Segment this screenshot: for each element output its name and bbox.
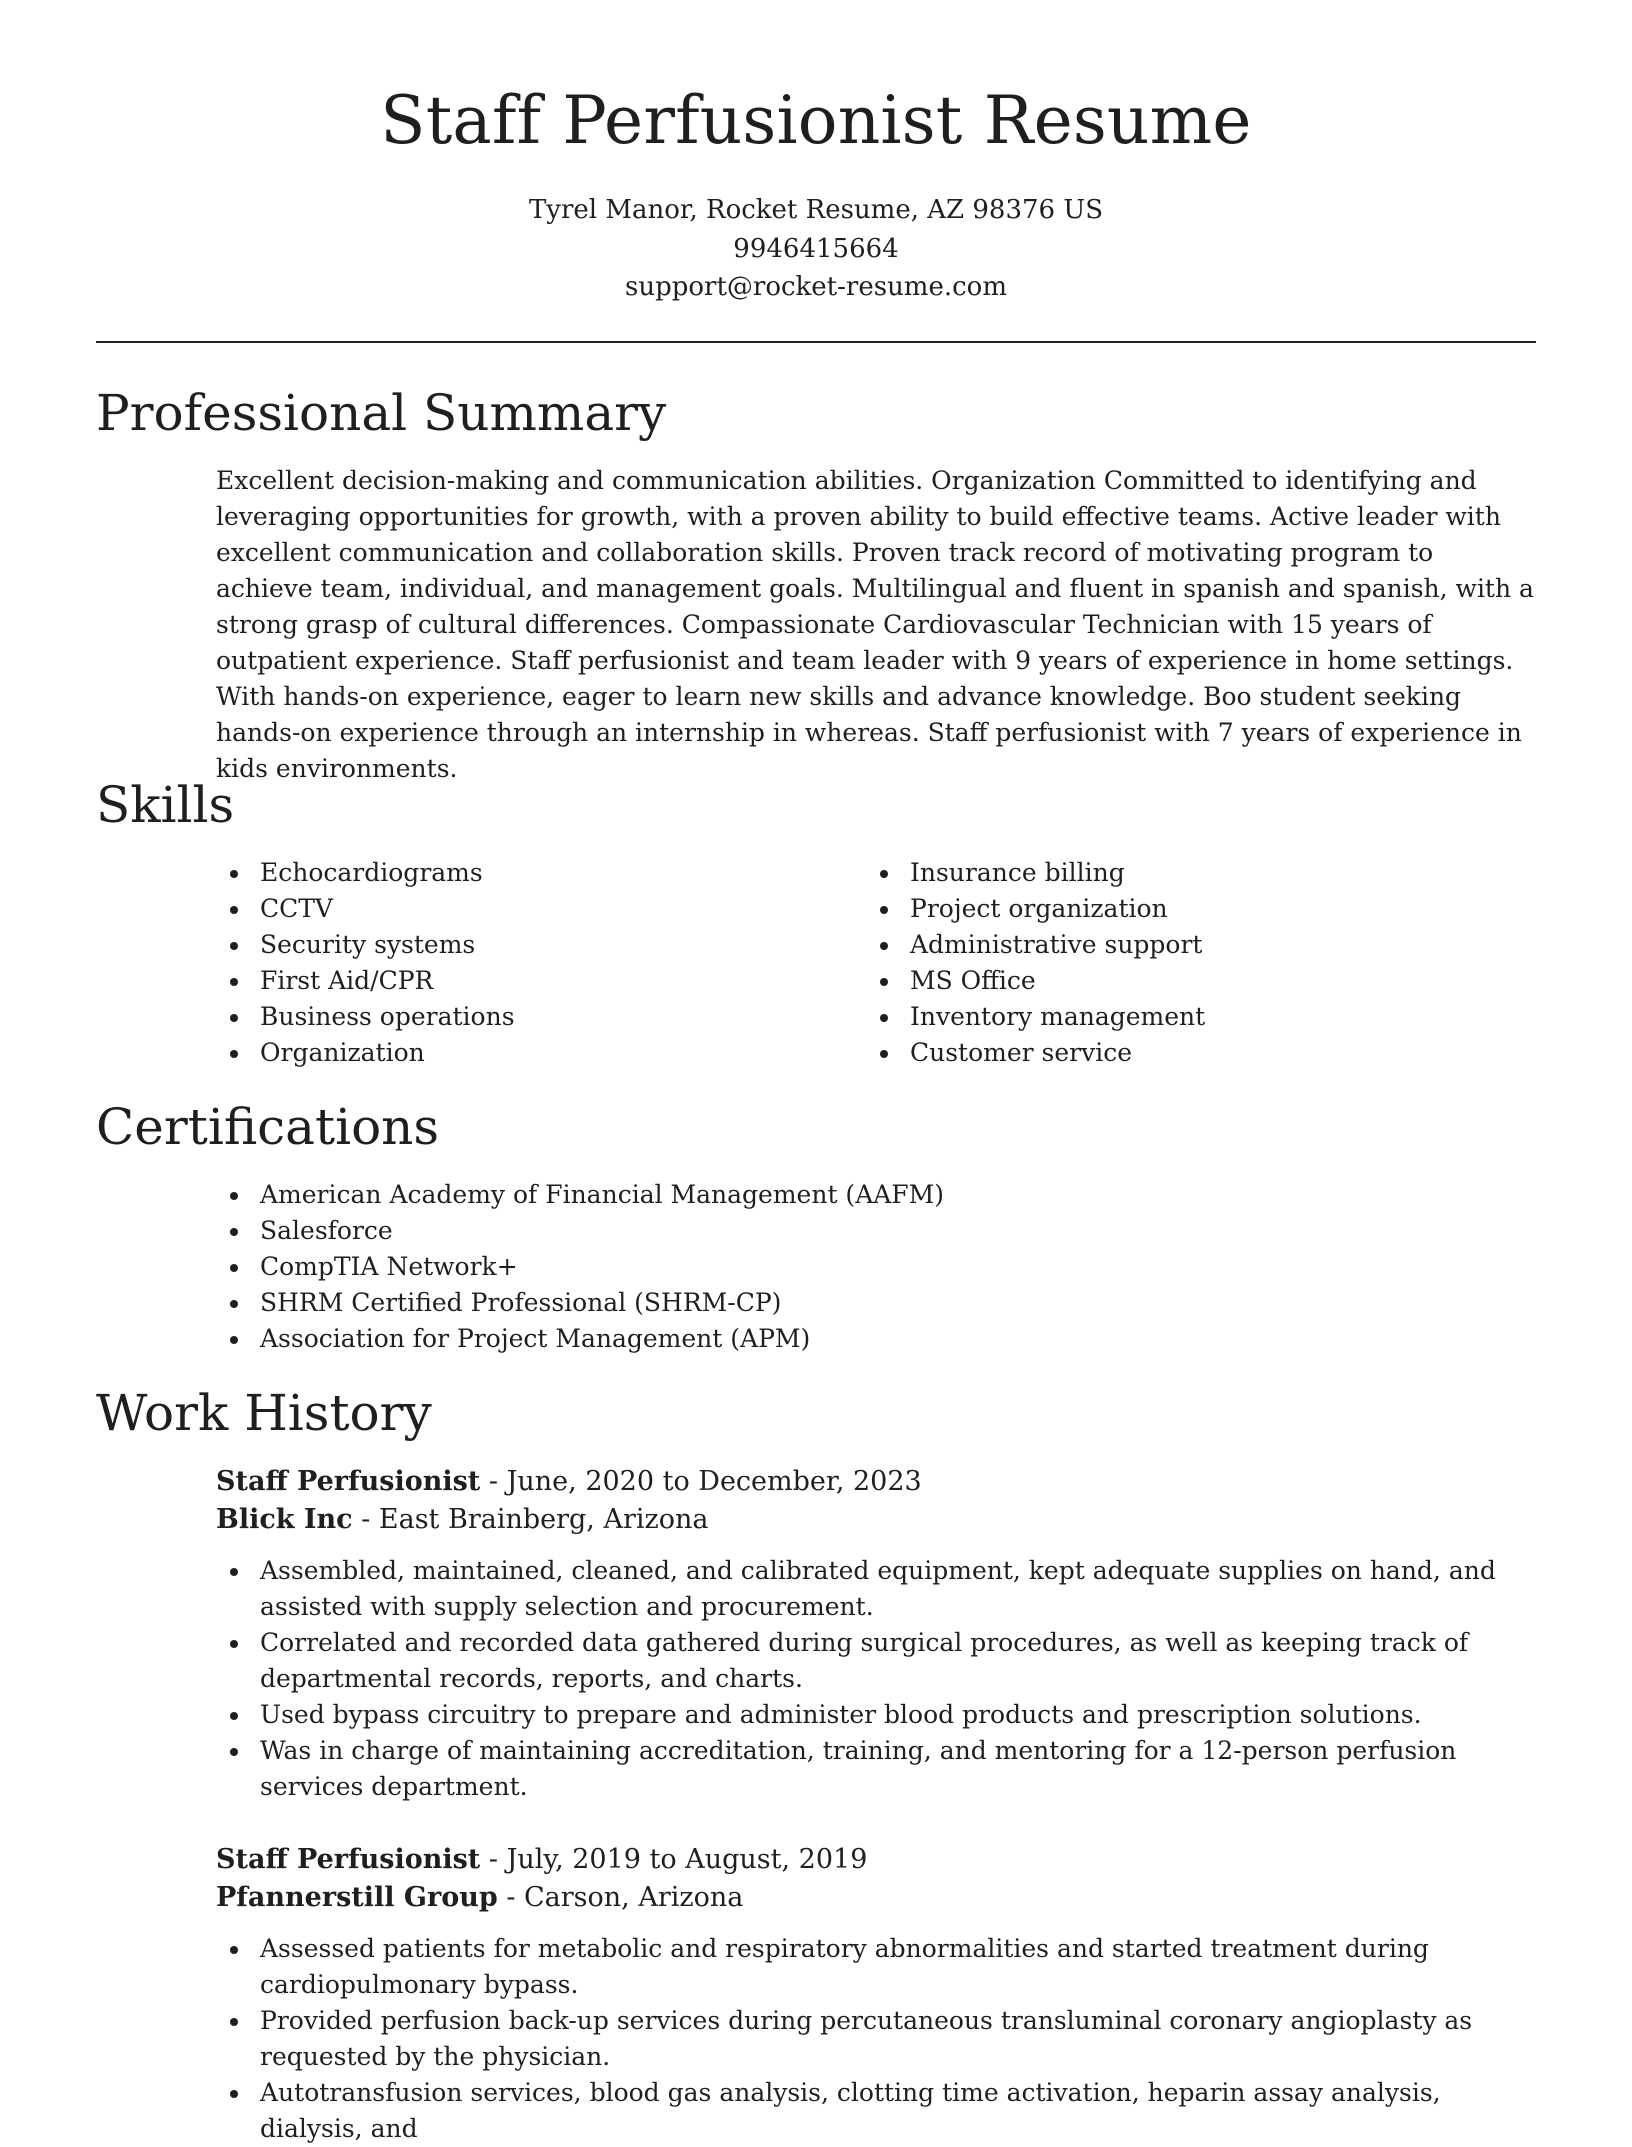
summary-text: Excellent decision-making and communication abilities. Organization Committed to identifying and leveraging opportunities for growth, with a proven ability to build effective teams. Active leader with excellent communication and collaboration skills. Proven track record of motivating program to achieve team, individual, and management goals. Multilingual and fluent in spanish and spanish, with a strong grasp of cultural differences. Compassionate Cardiovascular Technician with 15 years of outpatient experience. Staff perfusionist and team leader with 9 years of experience in home settings. With hands-on experience, eager to learn new skills and advance knowledge. Boo student seeking hands-on experience through an internship in whereas. Staff perfusionist with 7 years of experience in kids environments. — [216, 466, 1534, 783]
job-company-line — [216, 1879, 1536, 1917]
job-bullet: Autotransfusion services, blood gas analysis, clotting time activation, heparin assay analysis, dialysis, and — [216, 2075, 1536, 2147]
skill-item: First Aid/CPR — [216, 963, 816, 999]
certification-item: SHRM Certified Professional (SHRM-CP) — [216, 1285, 1536, 1321]
skill-item: Project organization — [866, 891, 1466, 927]
job-role: Staff Perfusionist — [216, 1466, 481, 1497]
job-company: Blick Inc — [216, 1504, 353, 1535]
header-divider — [96, 341, 1536, 343]
skill-item: Security systems — [216, 927, 816, 963]
skill-item: Administrative support — [866, 927, 1466, 963]
contact-address: Tyrel Manor, Rocket Resume, AZ 98376 US — [528, 195, 1104, 225]
skill-item: Inventory management — [866, 999, 1466, 1035]
skill-item: CCTV — [216, 891, 816, 927]
job-location: - Carson, Arizona — [497, 1882, 744, 1913]
skill-item: Business operations — [216, 999, 816, 1035]
skill-item: Customer service — [866, 1035, 1466, 1071]
skill-item: Echocardiograms — [216, 855, 816, 891]
certification-item: American Academy of Financial Management (AAFM) — [216, 1177, 1536, 1213]
job-location: - East Brainberg, Arizona — [352, 1504, 709, 1535]
job-bullet: Assessed patients for metabolic and respiratory abnormalities and started treatment during cardiopulmonary bypass. — [216, 1931, 1536, 2003]
job-bullet-list — [216, 1931, 1536, 2147]
contact-phone: 9946415664 — [733, 234, 899, 264]
skill-item: Insurance billing — [866, 855, 1466, 891]
certifications-list — [216, 1177, 1536, 1357]
job-bullet: Correlated and recorded data gathered during surgical procedures, as well as keeping track of departmental records, reports, and charts. — [216, 1625, 1536, 1697]
section-heading-work-history: Work History — [96, 1384, 432, 1442]
resume-title: Staff Perfusionist Resume — [380, 82, 1252, 159]
certification-item: Salesforce — [216, 1213, 1536, 1249]
job-bullet: Assembled, maintained, cleaned, and calibrated equipment, kept adequate supplies on hand, and assisted with supply selection and procurement. — [216, 1553, 1536, 1625]
section-heading-summary: Professional Summary — [96, 384, 667, 442]
job-dates: - June, 2020 to December, 2023 — [480, 1466, 922, 1497]
skill-item: Organization — [216, 1035, 816, 1071]
job-company: Pfannerstill Group — [216, 1882, 498, 1913]
certification-item: Association for Project Management (APM) — [216, 1321, 1536, 1357]
skills-list-left — [216, 855, 816, 1071]
skills-list-right — [866, 855, 1466, 1071]
job-dates: - July, 2019 to August, 2019 — [480, 1844, 868, 1875]
job-role: Staff Perfusionist — [216, 1844, 481, 1875]
job-bullet: Used bypass circuitry to prepare and administer blood products and prescription solutions. — [216, 1697, 1536, 1733]
certification-item: CompTIA Network+ — [216, 1249, 1536, 1285]
section-heading-certifications: Certifications — [96, 1098, 440, 1156]
job-entry — [216, 1841, 1536, 2147]
job-entry — [216, 1463, 1536, 1805]
job-company-line — [216, 1501, 1536, 1539]
job-bullet: Provided perfusion back-up services during percutaneous transluminal coronary angioplasty as requested by the physician. — [216, 2003, 1536, 2075]
section-heading-skills: Skills — [96, 776, 235, 834]
contact-email: support@rocket-resume.com — [624, 272, 1007, 302]
job-bullet: Was in charge of maintaining accreditation, training, and mentoring for a 12-person perfusion services department. — [216, 1733, 1536, 1805]
job-bullet-list — [216, 1553, 1536, 1805]
skill-item: MS Office — [866, 963, 1466, 999]
job-title-line — [216, 1841, 1536, 1879]
job-title-line — [216, 1463, 1536, 1501]
